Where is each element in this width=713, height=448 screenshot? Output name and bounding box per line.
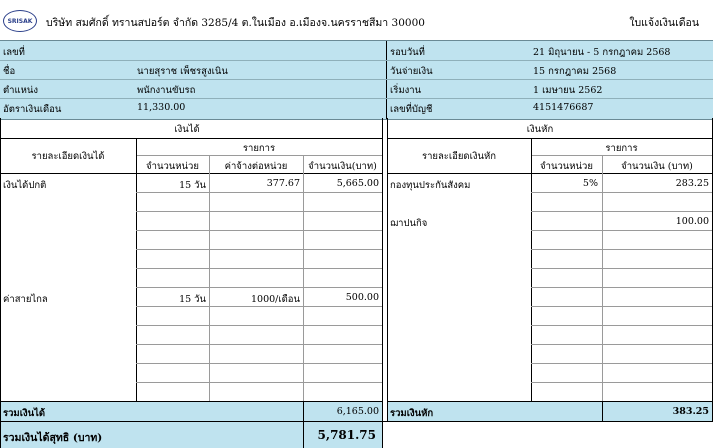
deduction-col-amount: จำนวนเงิน (บาท)	[621, 161, 693, 172]
income-row-units: 15 วัน	[179, 294, 206, 305]
deduction-row-amount: 100.00	[675, 216, 709, 227]
income-total-value: 6,165.00	[336, 406, 379, 417]
position-value: พนักงานขับรถ	[137, 85, 196, 96]
deduction-total-label: รวมเงินหัก	[390, 408, 434, 419]
start-date-label: เริ่มงาน	[390, 85, 422, 96]
income-detail-header: รายละเอียดเงินได้	[31, 151, 105, 162]
account-number-label: เลขที่บัญชี	[390, 104, 433, 115]
income-row-label: เงินได้ปกติ	[3, 180, 47, 191]
deduction-total-value: 383.25	[672, 406, 709, 417]
pay-period-value: 21 มิถุนายน - 5 กรกฎาคม 2568	[533, 47, 671, 58]
income-section-title: เงินได้	[174, 124, 200, 135]
position-label: ตำแหน่ง	[3, 85, 39, 96]
company-logo: SRISAK	[3, 10, 37, 32]
deduction-items-header: รายการ	[605, 143, 638, 154]
deduction-detail-header: รายละเอียดเงินหัก	[421, 151, 496, 162]
deduction-row-units: 5%	[582, 178, 598, 189]
employee-info-band	[0, 40, 713, 120]
income-col-rate: ค่าจ้างต่อหน่วย	[224, 161, 288, 172]
document-title: ใบแจ้งเงินเดือน	[629, 17, 699, 29]
employee-name-label: ชื่อ	[3, 66, 16, 77]
income-col-amount: จำนวนเงิน(บาท)	[308, 161, 377, 172]
salary-rate-value: 11,330.00	[137, 102, 186, 113]
pay-date-value: 15 กรกฎาคม 2568	[533, 66, 617, 77]
income-row-amount: 5,665.00	[336, 178, 379, 189]
deduction-row-label: กองทุนประกันสังคม	[390, 180, 471, 191]
income-total-label: รวมเงินได้	[3, 408, 46, 419]
income-row-units: 15 วัน	[179, 180, 206, 191]
company-address: บริษัท สมศักดิ์ ทรานสปอร์ต จำกัด 3285/4 ต.ในเมือง อ.เมืองจ.นครราชสีมา 30000	[46, 17, 425, 29]
income-row-rate: 377.67	[266, 178, 300, 189]
salary-rate-label: อัตราเงินเดือน	[3, 104, 62, 115]
deduction-row-amount: 283.25	[675, 178, 709, 189]
net-income-value: 5,781.75	[317, 428, 376, 442]
pay-period-label: รอบวันที่	[390, 47, 425, 58]
employee-id-label: เลขที่	[3, 47, 25, 58]
income-row-rate: 1000/เดือน	[251, 294, 300, 305]
deduction-row-label: ฌาปนกิจ	[390, 218, 428, 229]
income-col-units: จำนวนหน่วย	[146, 161, 199, 172]
account-number-value: 4151476687	[533, 102, 594, 113]
deduction-col-units: จำนวนหน่วย	[540, 161, 593, 172]
employee-name-value: นายสุราช เพ็ชรสูงเนิน	[137, 66, 228, 77]
income-row-amount: 500.00	[345, 292, 379, 303]
deduction-section-title: เงินหัก	[526, 124, 554, 135]
income-items-header: รายการ	[242, 143, 276, 154]
pay-date-label: วันจ่ายเงิน	[390, 66, 433, 77]
income-row-label: ค่าสายไกล	[3, 294, 48, 305]
net-income-label: รวมเงินได้สุทธิ (บาท)	[3, 432, 103, 444]
start-date-value: 1 เมษายน 2562	[533, 85, 603, 96]
